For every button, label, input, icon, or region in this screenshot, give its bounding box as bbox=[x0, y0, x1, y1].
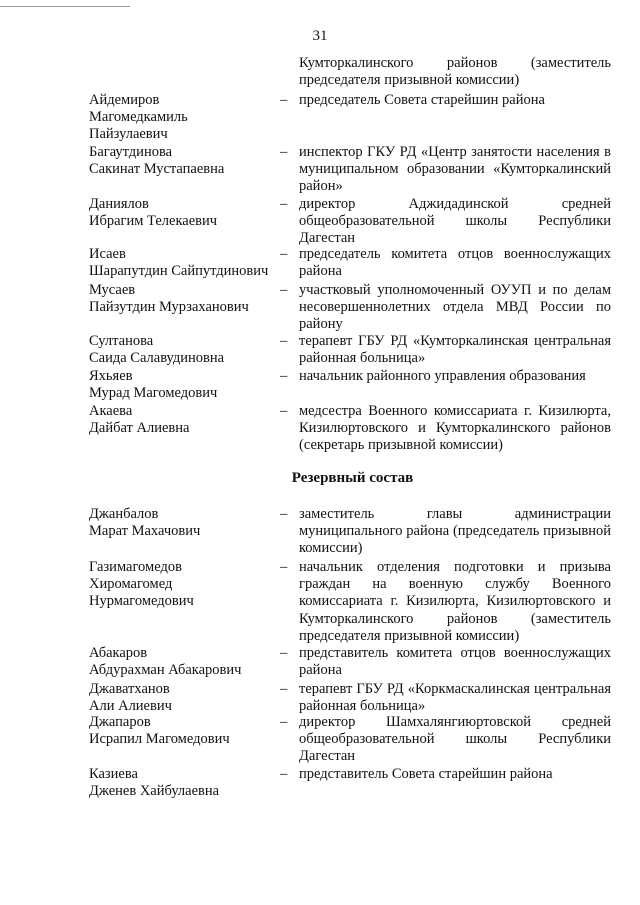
dash: – bbox=[280, 714, 288, 730]
dash: – bbox=[280, 144, 288, 160]
dash: – bbox=[280, 246, 288, 262]
member-name: Джанбалов Марат Махачович bbox=[89, 506, 201, 540]
member-role: представитель Совета старейшин района bbox=[299, 766, 553, 782]
member-name: Исаев Шарапутдин Сайпутдинович bbox=[89, 246, 269, 280]
member-name: Даниялов Ибрагим Телекаевич bbox=[89, 196, 218, 230]
member-role: терапевт ГБУ РД «Коркмаскалинская центральная районная больница» bbox=[299, 681, 611, 715]
intro-role-text: Кумторкалинского районов (заместитель председателя призывной комиссии) bbox=[299, 55, 611, 89]
member-name: Мусаев Пайзутдин Мурзаханович bbox=[89, 282, 249, 316]
member-name: Багаутдинова Сакинат Мустапаевна bbox=[89, 144, 225, 178]
member-name: Казиева Дженев Хайбулаевна bbox=[89, 766, 220, 800]
member-role: директор Аджидадинской средней общеобразовательной школы Республики Дагестан bbox=[299, 196, 611, 247]
dash: – bbox=[280, 368, 288, 384]
member-role: терапевт ГБУ РД «Кумторкалинская центральная районная больница» bbox=[299, 333, 611, 367]
member-role: председатель комитета отцов военнослужащих района bbox=[299, 246, 611, 280]
member-role: участковый уполномоченный ОУУП и по делам несовершеннолетних отдела МВД России по району bbox=[299, 282, 611, 333]
member-name: Айдемиров Магомедкамиль Пайзулаевич bbox=[89, 92, 188, 143]
member-role: представитель комитета отцов военнослужащих района bbox=[299, 645, 611, 679]
dash: – bbox=[280, 282, 288, 298]
member-role: заместитель главы администрации муниципального района (председатель призывной комиссии) bbox=[299, 506, 611, 557]
page-number: 31 bbox=[312, 28, 328, 44]
member-role: начальник районного управления образования bbox=[299, 368, 586, 384]
member-role: инспектор ГКУ РД «Центр занятости населения в муниципальном образовании «Кумторкалинский район» bbox=[299, 144, 611, 195]
dash: – bbox=[280, 92, 288, 108]
member-role: председатель Совета старейшин района bbox=[299, 92, 545, 108]
member-name: Абакаров Абдурахман Абакарович bbox=[89, 645, 242, 679]
member-name: Акаева Дайбат Алиевна bbox=[89, 403, 190, 437]
dash: – bbox=[280, 645, 288, 661]
member-name: Яхьяев Мурад Магомедович bbox=[89, 368, 218, 402]
dash: – bbox=[280, 196, 288, 212]
dash: – bbox=[280, 403, 288, 419]
member-name: Газимагомедов Хиромагомед Нурмагомедович bbox=[89, 559, 194, 610]
member-role: начальник отделения подготовки и призыва граждан на военную службу Военного комиссариата г. Кизилюрта, Кизилюртовского и Кумторкалинского районов (заместитель председателя призывной комиссии) bbox=[299, 559, 611, 644]
dash: – bbox=[280, 681, 288, 697]
member-name: Султанова Саида Салавудиновна bbox=[89, 333, 225, 367]
dash: – bbox=[280, 766, 288, 782]
dash: – bbox=[280, 506, 288, 522]
reserve-section-title: Резервный состав bbox=[291, 470, 414, 486]
member-name: Джапаров Исрапил Магомедович bbox=[89, 714, 230, 748]
member-role: директор Шамхалянгиюртовской средней общеобразовательной школы Республики Дагестан bbox=[299, 714, 611, 765]
member-name: Джаватханов Али Алиевич bbox=[89, 681, 172, 715]
scan-artifact-line bbox=[0, 6, 130, 7]
dash: – bbox=[280, 559, 288, 575]
member-role: медсестра Военного комиссариата г. Кизилюрта, Кизилюртовского и Кумторкалинского районов (секретарь призывной комиссии) bbox=[299, 403, 611, 454]
dash: – bbox=[280, 333, 288, 349]
